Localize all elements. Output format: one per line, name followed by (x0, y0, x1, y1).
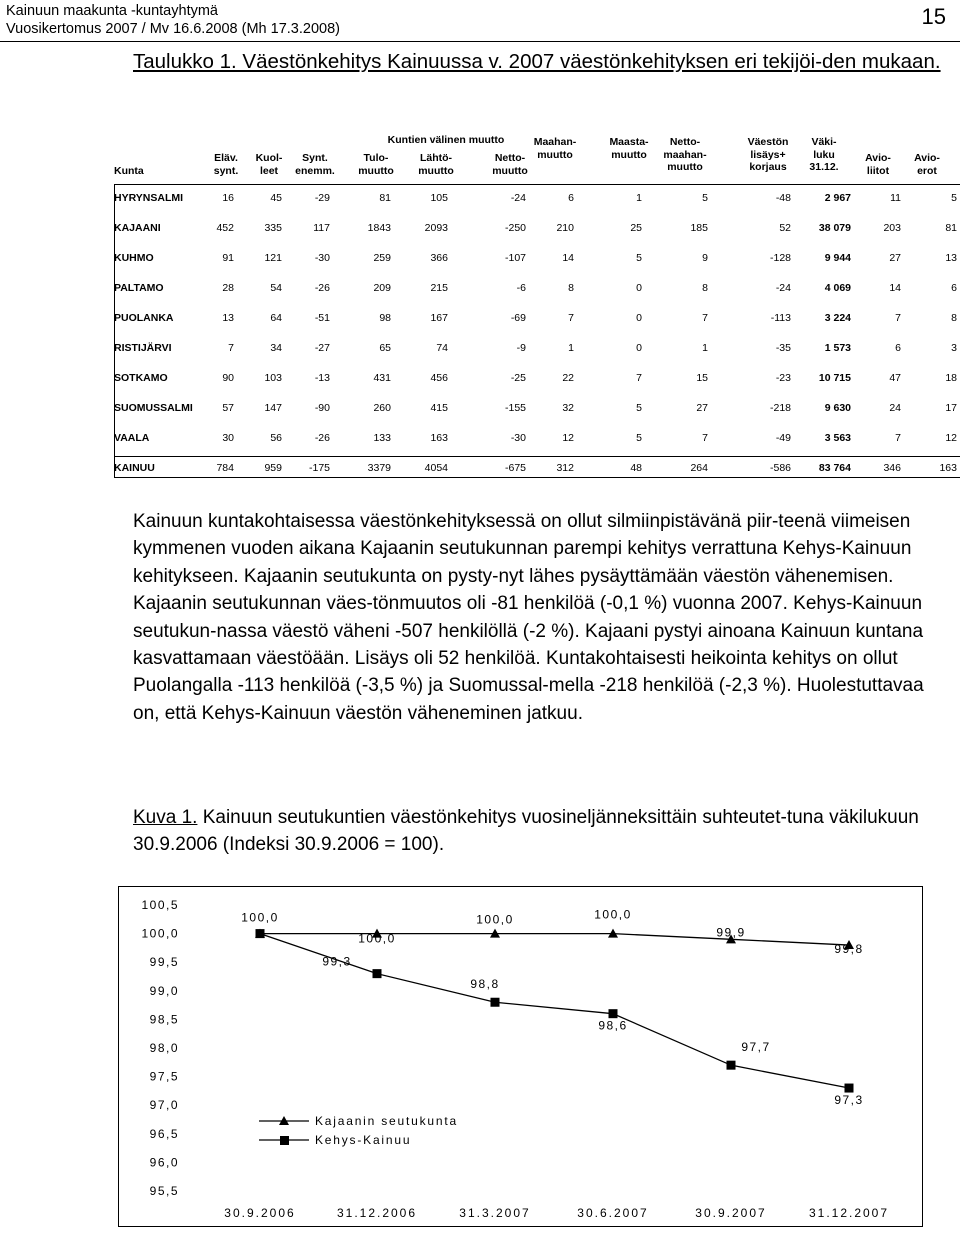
row-name: PALTAMO (114, 282, 164, 294)
table-cell: 0 (636, 282, 642, 294)
table-cell: 415 (430, 402, 448, 414)
table-left-border (114, 184, 115, 477)
table-bottom-rule (114, 477, 960, 478)
kehys-point (727, 1061, 736, 1070)
table-cell: 11 (890, 192, 901, 204)
x-tick-label: 31.3.2007 (459, 1206, 531, 1220)
column-header: Maahan- muutto (533, 136, 577, 161)
column-header: Lähtö- muutto (418, 152, 454, 177)
table-cell: 10 715 (818, 372, 851, 384)
table-cell: 103 (264, 372, 282, 384)
column-header: Avio- erot (914, 152, 940, 177)
data-label: 98,8 (470, 977, 500, 992)
table-cell: 8 (702, 282, 708, 294)
table-cell: -175 (308, 462, 330, 474)
column-header: Väestön lisäys+ korjaus (747, 136, 789, 173)
x-tick-label: 31.12.2006 (336, 1206, 418, 1220)
table-cell: -24 (775, 282, 791, 294)
table-cell: 1843 (367, 222, 391, 234)
column-header: Avio- liitot (865, 152, 891, 177)
table-cell: -51 (314, 312, 330, 324)
data-label: 99,9 (716, 925, 746, 940)
table-cell: 5 (951, 192, 957, 204)
column-header: Netto- maahan- muutto (663, 136, 707, 173)
table-cell: 121 (264, 252, 282, 264)
table-cell: 7 (568, 312, 574, 324)
table-cell: -69 (510, 312, 526, 324)
header-divider (0, 41, 960, 42)
table-cell: -29 (314, 192, 330, 204)
table-cell: -90 (314, 402, 330, 414)
y-tick-label: 100,0 (141, 926, 179, 941)
table-cell: 264 (690, 462, 708, 474)
kehys-point (256, 929, 265, 938)
column-header: Maasta- muutto (609, 136, 649, 161)
table-cell: 91 (222, 252, 234, 264)
table-cell: 32 (562, 402, 574, 414)
table-cell: 185 (690, 222, 708, 234)
table-cell: -107 (504, 252, 526, 264)
table-cell: 54 (270, 282, 282, 294)
table-row (114, 372, 960, 386)
row-name: HYRYNSALMI (114, 192, 184, 204)
table-cell: 56 (270, 432, 282, 444)
header-org: Kainuun maakunta -kuntayhtymä (6, 3, 218, 19)
data-label: 100,0 (476, 912, 514, 927)
table-cell: 13 (945, 252, 957, 264)
row-name: SUOMUSSALMI (114, 402, 193, 414)
table-row (114, 192, 960, 206)
table-row (114, 312, 960, 326)
table-cell: -9 (516, 342, 526, 354)
table-cell: 17 (945, 402, 957, 414)
table-row (114, 402, 960, 416)
table-cell: 98 (379, 312, 391, 324)
data-label: 100,0 (358, 931, 396, 946)
table-cell: 12 (562, 432, 574, 444)
table-cell: 5 (636, 252, 642, 264)
table-cell: 335 (264, 222, 282, 234)
table-cell: 24 (889, 402, 901, 414)
table-cell: -23 (775, 372, 791, 384)
table-cell: 48 (630, 462, 642, 474)
table-cell: 3 224 (824, 312, 851, 324)
table-row (114, 222, 960, 236)
table-cell: 15 (696, 372, 708, 384)
table-cell: -250 (504, 222, 526, 234)
y-tick-label: 96,5 (149, 1126, 179, 1141)
table-cell: 90 (222, 372, 234, 384)
table-cell: 312 (556, 462, 574, 474)
table-cell: 259 (373, 252, 391, 264)
table-row (114, 252, 960, 266)
table-header-rule (114, 184, 960, 185)
table-cell: 959 (264, 462, 282, 474)
table-cell: 6 (568, 192, 574, 204)
table-cell: 9 (702, 252, 708, 264)
table-cell: 117 (313, 222, 330, 234)
table-cell: 431 (373, 372, 391, 384)
table-cell: 18 (945, 372, 957, 384)
table-cell: 8 (568, 282, 574, 294)
column-header: Synt. enemm. (295, 152, 335, 177)
table-cell: -24 (510, 192, 526, 204)
x-tick-label: 30.6.2007 (577, 1206, 649, 1220)
table-cell: 147 (264, 402, 282, 414)
header-doc: Vuosikertomus 2007 / Mv 16.6.2008 (Mh 17.3.2008) (6, 21, 340, 37)
y-tick-label: 98,0 (149, 1041, 179, 1055)
table-cell: -675 (504, 462, 526, 474)
column-header: Väki- luku 31.12. (809, 136, 839, 173)
table-cell: 38 079 (818, 222, 851, 234)
y-tick-label: 99,0 (149, 983, 179, 998)
table-cell: 2093 (424, 222, 448, 234)
table-cell: 7 (636, 372, 642, 384)
table-cell: 13 (222, 312, 234, 324)
table-cell: 209 (373, 282, 391, 294)
table-cell: 8 (951, 312, 957, 324)
table-row (114, 282, 960, 296)
data-label: 97,3 (834, 1093, 864, 1108)
table-cell: -27 (314, 342, 330, 354)
table-cell: 7 (702, 432, 708, 444)
table-cell: 452 (216, 222, 234, 234)
y-tick-label: 97,5 (149, 1069, 179, 1084)
table-cell: -30 (510, 432, 526, 444)
row-name: KUHMO (114, 252, 154, 264)
y-tick-label: 99,5 (149, 955, 179, 970)
document-header (6, 2, 340, 38)
table-cell: 64 (270, 312, 282, 324)
table-cell: 210 (556, 222, 574, 234)
column-header: Kunta (114, 165, 144, 177)
table-cell: 4054 (424, 462, 448, 474)
column-header: Tulo- muutto (358, 152, 394, 177)
table-cell: -48 (775, 192, 791, 204)
table-cell: 14 (562, 252, 574, 264)
table-cell: 7 (228, 342, 234, 354)
table-row (114, 342, 960, 356)
table-cell: 5 (636, 432, 642, 444)
table-cell: 25 (630, 222, 642, 234)
table-cell: 52 (779, 222, 791, 234)
y-tick-label: 96,0 (149, 1155, 179, 1170)
table-cell: 3 563 (824, 432, 851, 444)
y-tick-label: 95,5 (149, 1184, 179, 1198)
table-cell: 5 (702, 192, 708, 204)
table-cell: -13 (314, 372, 330, 384)
table-cell: 34 (270, 342, 282, 354)
table-cell: 22 (562, 372, 574, 384)
total-row-rule (114, 456, 960, 457)
table-cell: -25 (510, 372, 526, 384)
table-cell: 215 (430, 282, 448, 294)
y-tick-label: 100,5 (141, 898, 179, 912)
column-header: Netto- muutto (492, 152, 528, 177)
table-cell: 5 (636, 402, 642, 414)
table-cell: 57 (222, 402, 234, 414)
chart-svg (119, 887, 922, 1226)
caption-text: Kainuun seutukuntien väestönkehitys vuosineljänneksittäin suhteutet-tuna väkilukuun 30.9.2006 (Indeksi 30.9.2006 = 100). (133, 807, 919, 856)
table-row (114, 432, 960, 446)
table-cell: 1 573 (824, 342, 851, 354)
table-cell: 203 (883, 222, 901, 234)
table-cell: 7 (895, 312, 901, 324)
row-name: PUOLANKA (114, 312, 174, 324)
legend-label-kehys: Kehys-Kainuu (315, 1133, 412, 1147)
column-group-header: Kuntien välinen muutto (387, 134, 505, 146)
table-cell: 14 (889, 282, 901, 294)
table-cell: 47 (889, 372, 901, 384)
table-cell: -6 (516, 282, 526, 294)
table-cell: -49 (775, 432, 791, 444)
table-cell: -30 (314, 252, 330, 264)
x-tick-label: 30.9.2007 (695, 1206, 767, 1220)
table-cell: -113 (770, 312, 791, 324)
table-row (114, 462, 960, 476)
table-cell: 0 (636, 312, 642, 324)
table-cell: 3379 (367, 462, 391, 474)
table-cell: 133 (373, 432, 391, 444)
table-cell: 6 (895, 342, 901, 354)
table-cell: -155 (504, 402, 526, 414)
kehys-point (373, 969, 382, 978)
data-label: 99,3 (322, 954, 352, 969)
table-cell: 4 069 (824, 282, 851, 294)
data-label: 100,0 (594, 907, 632, 922)
table-cell: -586 (769, 462, 791, 474)
table-cell: 74 (436, 342, 448, 354)
table-cell: -128 (769, 252, 791, 264)
table-cell: 2 967 (824, 192, 851, 204)
row-name: KAJAANI (114, 222, 161, 234)
table-cell: 16 (222, 192, 234, 204)
table-cell: 12 (945, 432, 957, 444)
table-cell: 30 (222, 432, 234, 444)
legend-marker-kehys (280, 1136, 289, 1145)
caption-label: Kuva 1. (133, 807, 198, 828)
table-cell: 366 (430, 252, 448, 264)
body-paragraph: Kainuun kuntakohtaisessa väestönkehityksessä on ollut silmiinpistävänä piir-teenä viimeisen kymmenen vuoden aikana Kajaanin seutukunnan parempi kehitys verrattuna Kehys-Kainuun kehitykseen. Kajaanin seutukunta on pysty-nyt lähes pysäyttämään väestön vähenemisen. Kajaanin seutukunnan väes-tönmuutos oli -81 henkilöä (-0,1 %) vuonna 2007. Kehys-Kainuun seutukun-nassa väestö väheni -507 henkilöllä (-2 %). Kajaani pystyi ainoana Kainuun kuntana kasvattamaan väestöään. Lisäys oli 52 henkilöä. Kuntakohtaisesti heikointa kehitys on ollut Puolangalla -113 henkilöä (-3,5 %) ja Suomussal-mella -218 henkilöä (-2,3 %). Huolestuttavaa on, että Kehys-Kainuun väestön väheneminen jatkuu. (133, 511, 924, 724)
row-name: VAALA (114, 432, 150, 444)
data-label: 100,0 (241, 910, 279, 925)
kehys-point (609, 1009, 618, 1018)
table-cell: 3 (951, 342, 957, 354)
page-number: 15 (921, 4, 946, 29)
table-cell: 81 (379, 192, 391, 204)
table-cell: 105 (430, 192, 448, 204)
table-cell: 456 (430, 372, 448, 384)
table-cell: 27 (696, 402, 708, 414)
table-cell: -218 (769, 402, 791, 414)
table-cell: 784 (216, 462, 234, 474)
kehys-point (491, 998, 500, 1007)
table-cell: 7 (702, 312, 708, 324)
table-cell: -35 (775, 342, 791, 354)
row-name: SOTKAMO (114, 372, 168, 384)
table-cell: 163 (939, 462, 957, 474)
table-cell: 1 (568, 342, 574, 354)
x-tick-label: 31.12.2007 (808, 1206, 890, 1220)
table-cell: 83 764 (818, 462, 851, 474)
y-tick-label: 98,5 (149, 1012, 179, 1027)
row-name: RISTIJÄRVI (114, 342, 172, 354)
table-cell: 6 (951, 282, 957, 294)
table-cell: 260 (373, 402, 391, 414)
table-cell: 1 (702, 342, 708, 354)
table-cell: -26 (314, 432, 330, 444)
table-cell: 45 (270, 192, 282, 204)
table-cell: 9 630 (824, 402, 851, 414)
column-header: Eläv. synt. (213, 152, 239, 177)
legend-label-kajaani: Kajaanin seutukunta (315, 1114, 458, 1128)
kehys-point (845, 1084, 854, 1093)
table-cell: 167 (430, 312, 448, 324)
data-label: 99,8 (834, 942, 864, 957)
table-cell: 346 (883, 462, 901, 474)
table-cell: 7 (895, 432, 901, 444)
table-cell: 0 (636, 342, 642, 354)
y-tick-label: 97,0 (149, 1098, 179, 1113)
row-name: KAINUU (114, 462, 155, 474)
table-cell: 65 (379, 342, 391, 354)
table-cell: -26 (314, 282, 330, 294)
data-label: 98,6 (598, 1018, 628, 1033)
table-cell: 28 (222, 282, 234, 294)
table-cell: 81 (945, 222, 957, 234)
figure-caption (133, 804, 953, 859)
data-label: 97,7 (741, 1040, 771, 1055)
table-cell: 1 (636, 192, 642, 204)
table-cell: 9 944 (824, 252, 851, 264)
column-header: Kuol- leet (255, 152, 283, 177)
x-tick-label: 30.9.2006 (224, 1206, 296, 1220)
population-index-chart (118, 886, 923, 1227)
table-cell: 27 (889, 252, 901, 264)
table-title: Taulukko 1. Väestönkehitys Kainuussa v. 2007 väestönkehityksen eri tekijöi-den mukaan. (133, 50, 941, 73)
table-cell: 163 (430, 432, 448, 444)
